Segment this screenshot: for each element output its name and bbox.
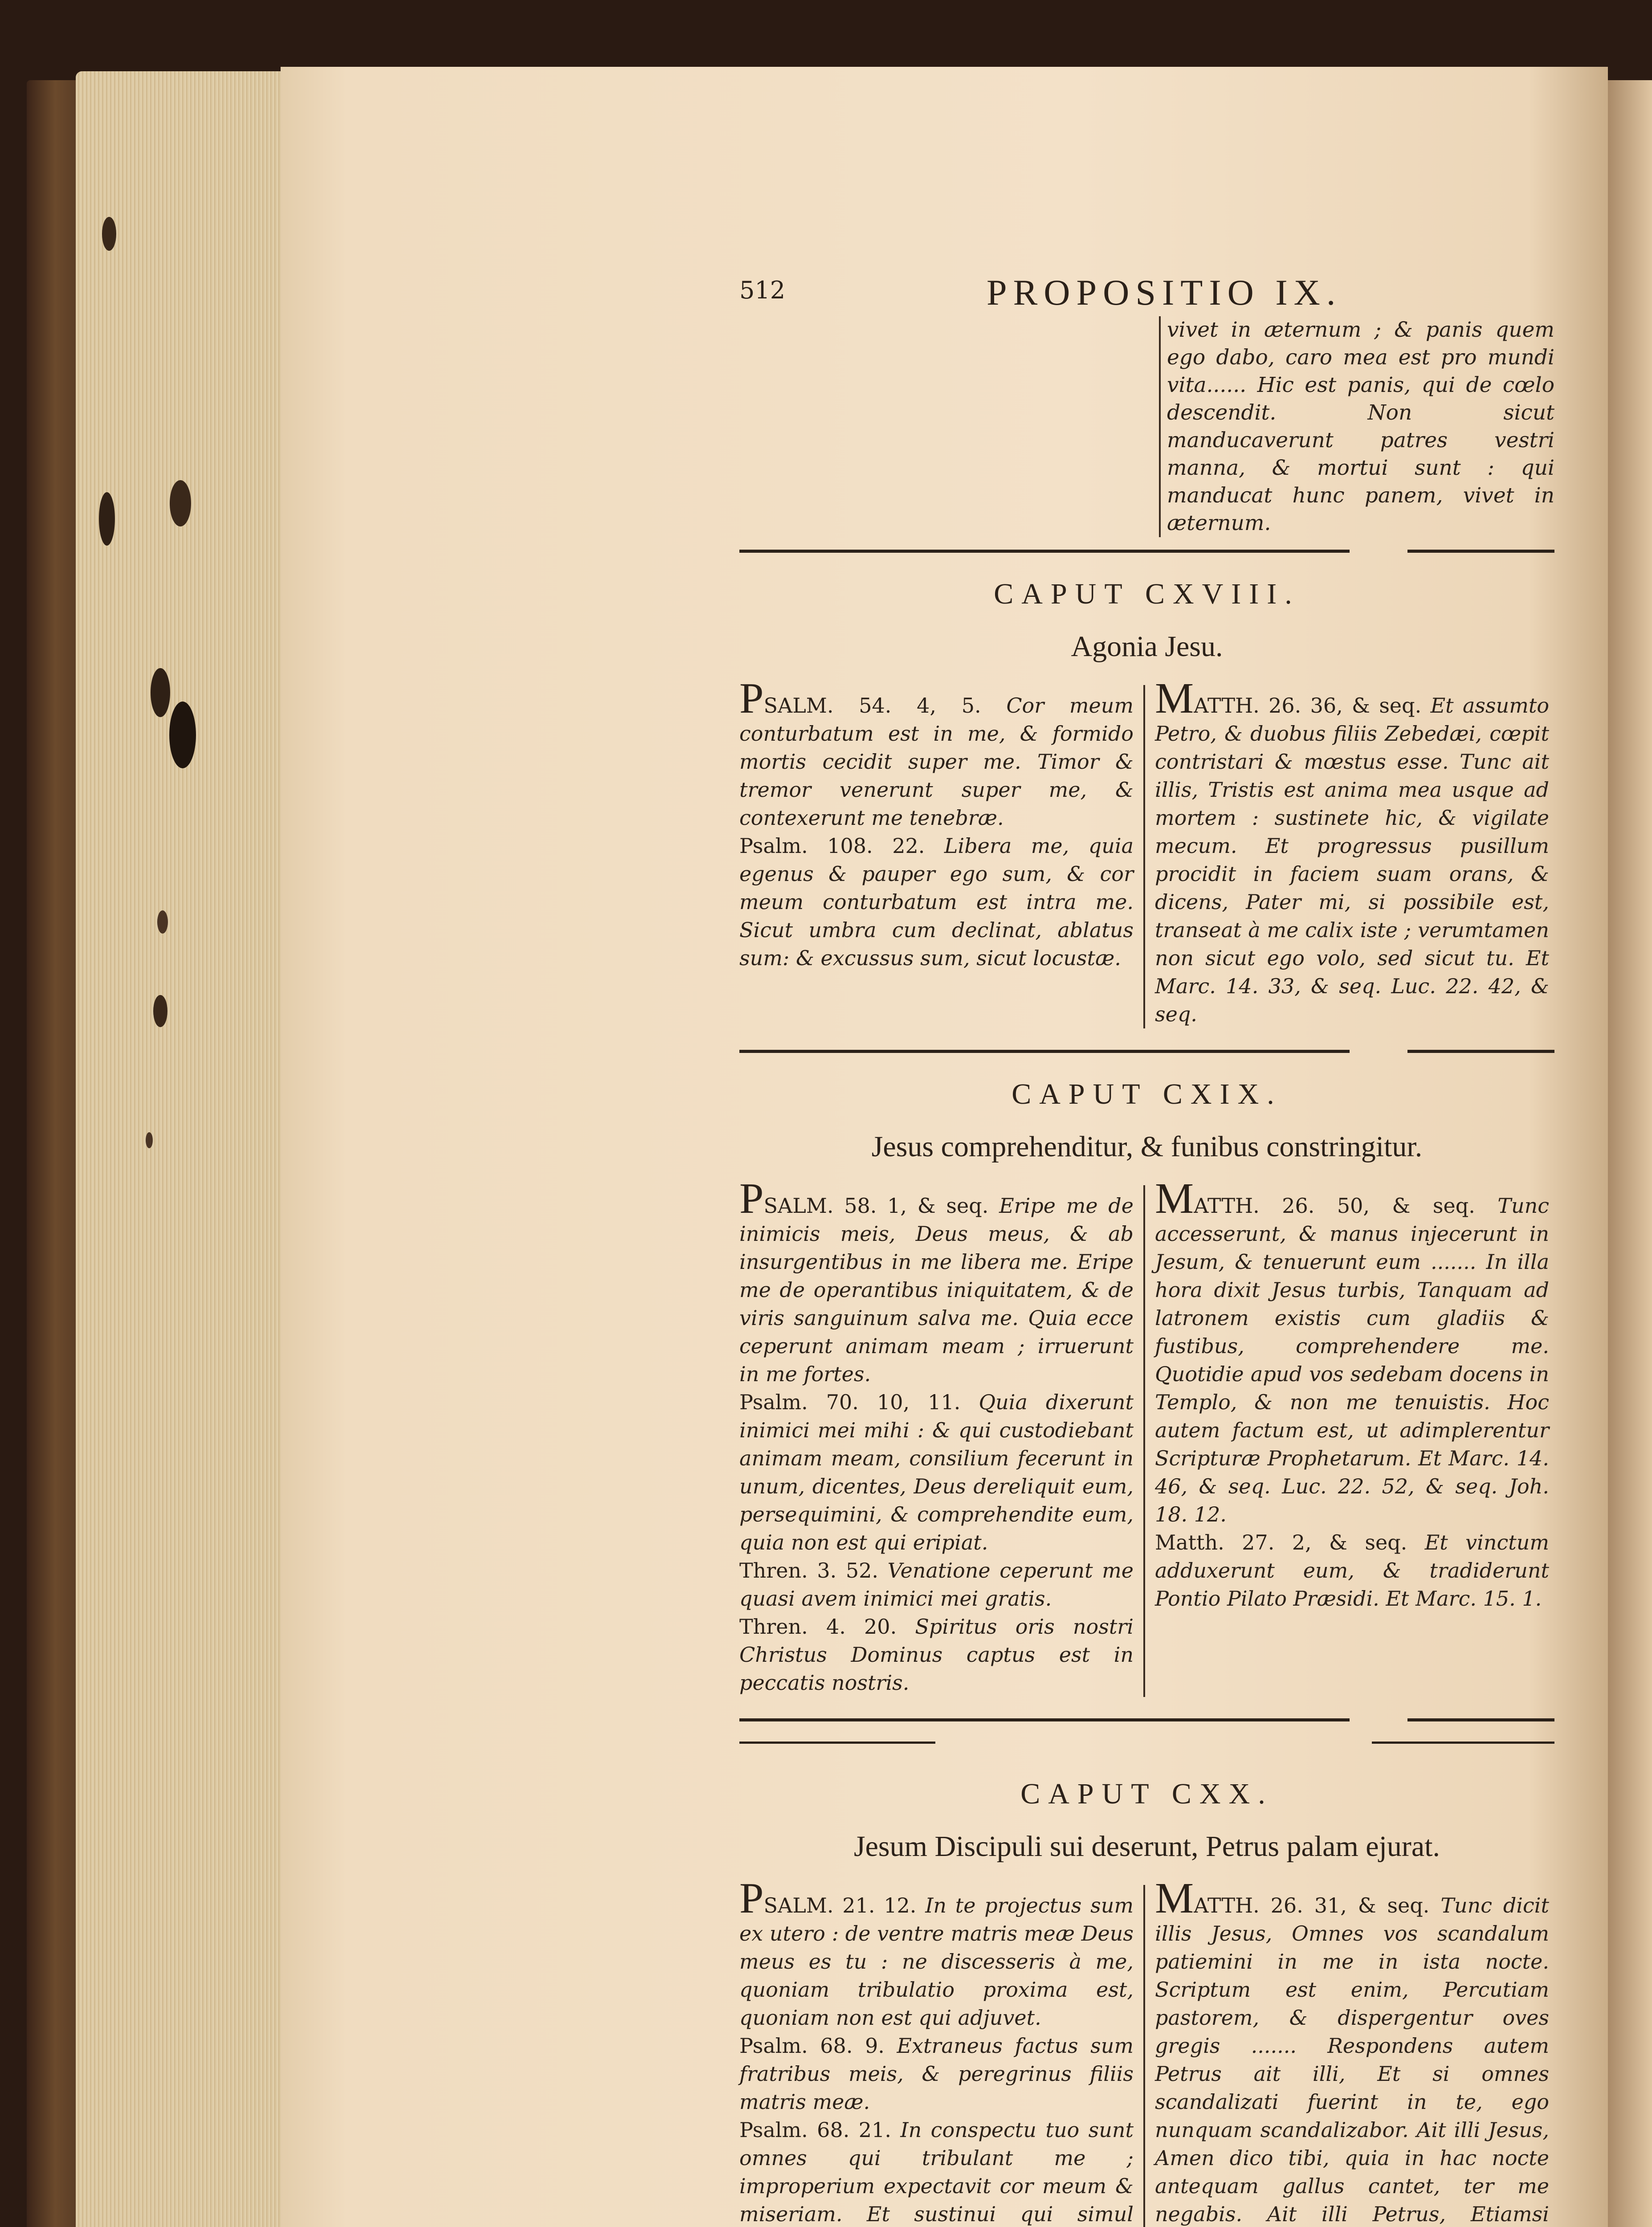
next-page-edge [1608,80,1652,2227]
rule-line-left [739,1718,1350,1721]
citation-entry [739,1613,1134,1697]
citation-text: Eripe me de inimicis meis, Deus meus, & ab insurgentibus in me libera me. Eripe me de operantibus iniquitatem, & de viris sanguinum salva me. Quia ecce ceperunt animam meam ; irruerunt in me fortes. [739,1194,1134,1386]
gospel-column [1143,1175,1549,1697]
rule-line-left [739,1742,935,1744]
page-number: 512 [739,276,786,304]
citation-text: Tunc accesserunt, & manus injecerunt in Jesum, & tenuerunt eum ....... In illa hora dixit Jesus turbis, Tanquam ad latronem existis cum gladiis & fustibus, comprehendere me. Quotidie apud vos sedebam docens in Templo, & non me tenuistis. Hoc autem factum est, ut adimplerentur Scripturæ Prophetarum. Et Marc. 14. 46, & seq. Luc. 22. 52, & seq. Joh. 18. 12. [1155,1194,1549,1526]
chapter-title: Jesus comprehenditur, & funibus constringitur. [871,1130,1423,1163]
citation-reference: Thren. 3. 52. [739,1558,878,1583]
chapter-heading: CAPUT CXIX. [1012,1078,1282,1110]
citation-reference: SALM. 21. 12. [763,1893,917,1917]
psalm-column [739,1874,1143,2227]
chapter-rule [739,1706,1554,1737]
rule-line-right [1372,1742,1554,1744]
citation-entry [739,1874,1134,2032]
initial-letter: P [739,1874,764,1922]
citation-reference: SALM. 58. 1, & seq. [763,1194,989,1218]
citation-reference: Psalm. 68. 21. [739,2118,891,2142]
citation-entry [1155,1874,1549,2227]
rule-line-right [1407,550,1554,553]
citation-reference: ATTH. 26. 50, & seq. [1194,1194,1475,1218]
chapter-title: Agonia Jesu. [1071,630,1223,663]
initial-letter: P [739,1175,764,1223]
chapter-heading: CAPUT CXVIII. [994,578,1300,610]
chapter [739,577,1554,1028]
citation-reference: Psalm. 70. 10, 11. [739,1390,961,1414]
citation-text: Extraneus factus sum fratribus meis, & peregrinus filiis matris meæ. [739,2034,1134,2114]
gospel-column [1143,1874,1549,2227]
initial-letter: M [1155,674,1194,722]
page-content [739,249,1554,2227]
chapter-columns [739,1874,1554,2227]
psalm-column [739,1175,1143,1697]
chapter-heading: CAPUT CXX. [1020,1778,1273,1810]
gospel-column [1143,674,1550,1028]
initial-letter: M [1155,1874,1194,1922]
citation-reference: ATTH. 26. 36, & seq. [1194,693,1422,718]
citation-reference: Matth. 27. 2, & seq. [1155,1530,1407,1554]
citation-entry [1155,674,1550,1028]
psalm-column [739,674,1143,1028]
citation-entry [739,1175,1134,1388]
chapter [739,1777,1554,2227]
citation-entry [739,2116,1134,2227]
rule-line-left [739,550,1350,553]
chapter-rule [739,1037,1554,1069]
chapter-columns [739,674,1554,1028]
citation-reference: SALM. 54. 4, 5. [763,693,981,718]
chapter-rule [739,1737,1554,1768]
citation-reference: Thren. 4. 20. [739,1615,897,1639]
citation-text: Venatione ceperunt me quasi avem inimici mei gratis. [739,1558,1134,1611]
citation-text: Tunc dicit illis Jesus, Omnes vos scandalum patiemini in me in ista nocte. Scriptum est enim, Percutiam pastorem, & dispergentur oves gregis ....... Respondens autem Petrus ait illi, Et si omnes scandalizati fuerint in te, ego nunquam scandalizabor. Ait illi Jesus, Amen dico tibi, quia in hac nocte antequam gallus cantet, ter me negabis. Ait illi Petrus, Etiamsi [1155,1893,1549,2226]
citation-reference: Psalm. 68. 9. [739,2034,885,2058]
initial-letter: M [1155,1175,1194,1223]
citation-text: Quia dixerunt inimici mei mihi : & qui custodiebant animam meam, consilium fecerunt in unum, dicentes, Deus dereliquit eum, persequimini, & comprehendite eum, quia non est qui eripiat. [739,1390,1134,1554]
rule-line-right [1407,1050,1554,1053]
citation-entry [1155,1529,1549,1613]
citation-entry [739,832,1134,972]
initial-letter: P [739,674,764,722]
continuation-text: vivet in æternum ; & panis quem ego dabo, caro mea est pro mundi vita...... Hic est panis, qui de cœlo descendit. Non sicut manducaverunt patres vestri manna, & mortui sunt : qui manducat hunc panem, vivet in æternum. [1159,316,1554,537]
chapters [739,537,1554,2227]
running-title: PROPOSITIO IX. [987,272,1342,313]
citation-entry [739,1557,1134,1613]
citation-text: Libera me, quia egenus & pauper ego sum, & cor meum conturbatum est intra me. Sicut umbra cum declinat, ablatus sum: & excussus sum, sicut locustæ. [739,834,1134,970]
rule-line-right [1407,1718,1554,1721]
citation-text: In te projectus sum ex utero : de ventre matris meæ Deus meus es tu : ne discesseris à me, quoniam tribulatio proxima est, quoniam non est qui adjuvet. [739,1893,1134,2030]
citation-text: Et assumto Petro, & duobus filiis Zebedæi, cœpit contristari & mœstus esse. Tunc ait illis, Tristis est anima mea usque ad mortem : sustinete hic, & vigilate mecum. Et progressus pusillum procidit in faciem suam orans, & dicens, Pater mi, si possibile est, transeat à me calix iste ; verumtamen non sicut ego volo, sed sicut tu. Et Marc. 14. 33, & seq. Luc. 22. 42, & seq. [1155,693,1550,1026]
citation-entry [739,2032,1134,2116]
chapter-title: Jesum Discipuli sui deserunt, Petrus palam ejurat. [853,1830,1440,1863]
chapter [739,1077,1554,1697]
citation-text: Et vinctum adduxerunt eum, & tradiderunt Pontio Pilato Præsidi. Et Marc. 15. 1. [1155,1530,1549,1611]
citation-reference: ATTH. 26. 31, & seq. [1194,1893,1430,1917]
rule-line-left [739,1050,1350,1053]
ink-stains [71,0,294,2227]
citation-reference: Psalm. 108. 22. [739,834,925,858]
citation-entry [739,674,1134,832]
citation-entry [1155,1175,1549,1529]
citation-entry [739,1388,1134,1557]
citation-text: In conspectu tuo sunt omnes qui tribulant me ; improperium expectavit cor meum & miseriam. Et sustinui qui simul [739,2118,1134,2226]
chapter-columns [739,1175,1554,1697]
citation-text: Spiritus oris nostri Christus Dominus captus est in peccatis nostris. [739,1615,1134,1695]
citation-text: Cor meum conturbatum est in me, & formido mortis cecidit super me. Timor & tremor venerunt super me, & contexerunt me tenebræ. [739,693,1134,830]
chapter-rule [739,537,1554,568]
running-head [739,249,1554,316]
